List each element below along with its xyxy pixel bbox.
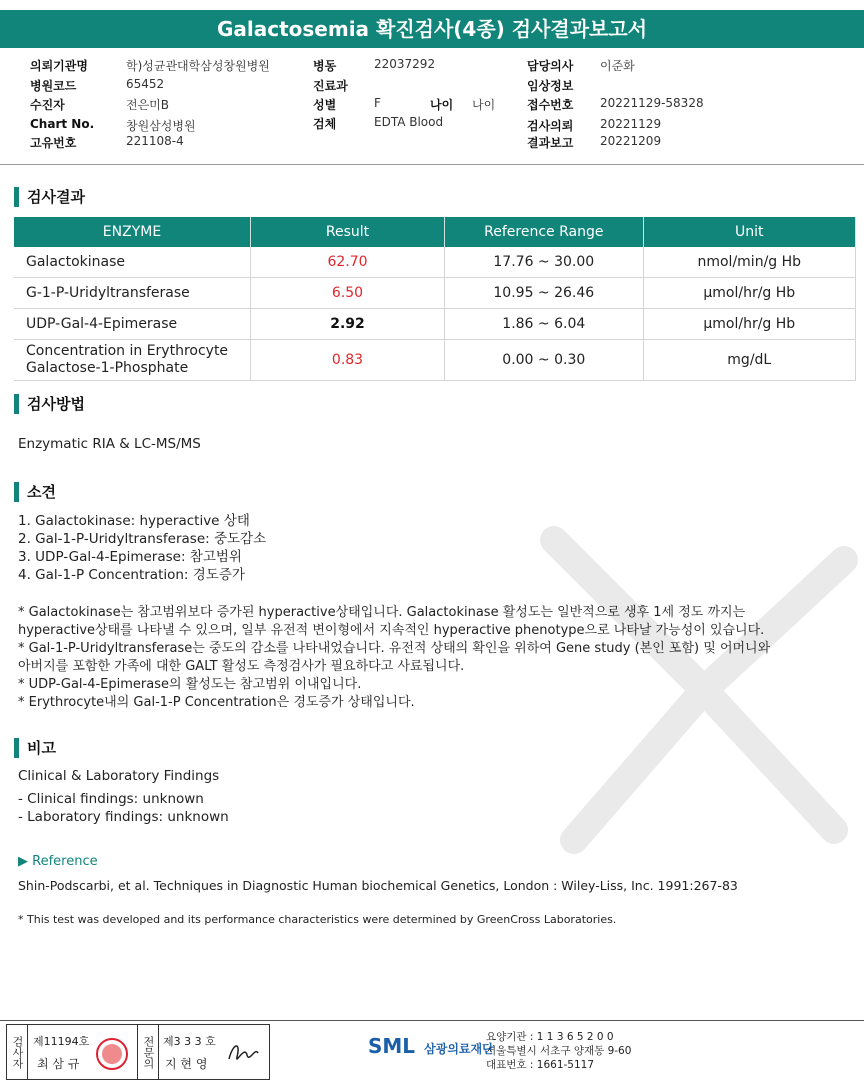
unit-cell: mg/dL [643, 340, 855, 381]
org-info [486, 1030, 631, 1072]
note-line: * UDP-Gal-4-Epimerase의 활성도는 참고범위 이내입니다. [18, 677, 362, 692]
note-line: hyperactive상태를 나타낼 수 있으며, 일부 유전적 변이형에서 지속적인 hyperactive phenotype으로 나타날 가능성이 있습니다. [18, 623, 765, 638]
note-line: 아버지를 포함한 가족에 대한 GALT 활성도 측정검사가 필요하다고 사료됩니다. [18, 659, 465, 674]
info-value: 창원삼성병원 [126, 119, 196, 133]
range-cell: 10.95 ~ 26.46 [445, 278, 644, 309]
enzyme-cell: UDP-Gal-4-Epimerase [14, 309, 250, 340]
signature-box [6, 1024, 270, 1080]
col-header: ENZYME [14, 217, 250, 247]
info-value: 20221209 [600, 134, 662, 148]
findings-list [18, 512, 266, 584]
approver-label: 전문의 [137, 1025, 159, 1079]
divider [0, 164, 864, 165]
info-label: 고유번호 [30, 136, 77, 150]
list-item: 3. UDP-Gal-4-Epimerase: 참고범위 [18, 549, 242, 565]
info-label: 병동 [313, 59, 337, 73]
result-cell: 2.92 [250, 309, 444, 340]
org-address: 서울특별시 서초구 양재동 9-60 [486, 1045, 632, 1057]
section-findings-title: 소견 [14, 482, 56, 502]
info-label: 수진자 [30, 98, 65, 112]
info-label: 검체 [313, 117, 337, 131]
info-value: 학)성균관대학삼성창원병원 [126, 59, 270, 73]
list-item: 2. Gal-1-P-Uridyltransferase: 중도감소 [18, 531, 267, 547]
list-item: 4. Gal-1-P Concentration: 경도증가 [18, 567, 245, 583]
reference-text: Shin-Podscarbi, et al. Techniques in Diagnostic Human biochemical Genetics, London : Wiley-Liss, Inc. 1991:267-83 [18, 878, 738, 893]
remarks-list [18, 790, 229, 826]
org-name: 삼광의료재단 [424, 1042, 494, 1056]
unit-cell: μmol/hr/g Hb [643, 278, 855, 309]
enzyme-cell: Galactokinase [14, 247, 250, 278]
info-value: EDTA Blood [374, 115, 444, 129]
unit-cell: μmol/hr/g Hb [643, 309, 855, 340]
tester-no: 제11194호 [33, 1035, 90, 1048]
info-value: F [374, 96, 381, 110]
info-value: 이준화 [600, 59, 635, 73]
info-value: 65452 [126, 77, 165, 91]
list-item: - Clinical findings: unknown [18, 791, 204, 807]
info-label: 병원코드 [30, 79, 77, 93]
table-row [14, 340, 856, 381]
info-value: 22037292 [374, 57, 436, 71]
section-results-title: 검사결과 [14, 187, 85, 207]
method-text: Enzymatic RIA & LC-MS/MS [18, 436, 201, 452]
org-code: 요양기관 : 1 1 3 6 5 2 0 0 [486, 1031, 614, 1043]
age-label: 나이 [430, 98, 454, 112]
remarks-title: Clinical & Laboratory Findings [18, 768, 220, 784]
signature-icon [225, 1035, 261, 1069]
info-value: 221108-4 [126, 134, 184, 148]
reference-label: ▶ Reference [18, 854, 98, 869]
org-logo [368, 1034, 494, 1058]
info-label: 진료과 [313, 79, 348, 93]
age-value: 나이 [472, 98, 496, 112]
list-item: 1. Galactokinase: hyperactive 상태 [18, 513, 250, 529]
results-table [14, 217, 856, 381]
disclaimer-text: * This test was developed and its performance characteristics were determined by GreenCross Laboratories. [18, 913, 617, 926]
footer-rule [0, 1020, 864, 1021]
tester-name: 최 삼 규 [37, 1057, 80, 1071]
enzyme-line-1: Concentration in Erythrocyte [26, 343, 229, 359]
note-line: * Galactokinase는 참고범위보다 증가된 hyperactive상태입니다. Galactokinase 활성도는 일반적으로 생후 1세 정도 까지는 [18, 605, 746, 620]
patient-info [0, 54, 864, 164]
section-method-title: 검사방법 [14, 394, 85, 414]
info-label: 검사의뢰 [527, 119, 574, 133]
unit-cell: nmol/min/g Hb [643, 247, 855, 278]
table-row [14, 309, 856, 340]
info-label: 담당의사 [527, 59, 574, 73]
col-header: Unit [643, 217, 855, 247]
table-row [14, 278, 856, 309]
info-label: 성별 [313, 98, 337, 112]
seal-stamp-icon [95, 1037, 129, 1071]
logo-text: SML [368, 1034, 416, 1058]
col-header: Reference Range [445, 217, 644, 247]
enzyme-cell: G-1-P-Uridyltransferase [14, 278, 250, 309]
info-label: 접수번호 [527, 98, 574, 112]
info-value: 20221129-58328 [600, 96, 704, 110]
range-cell: 1.86 ~ 6.04 [445, 309, 644, 340]
tester-label: 검사자 [7, 1025, 28, 1079]
result-cell: 62.70 [250, 247, 444, 278]
info-label: Chart No. [30, 117, 95, 131]
note-line: * Erythrocyte내의 Gal-1-P Concentration은 경도증가 상태입니다. [18, 695, 415, 710]
result-cell: 0.83 [250, 340, 444, 381]
findings-notes [18, 604, 770, 712]
enzyme-cell [14, 340, 250, 381]
report-title: Galactosemia 확진검사(4종) 검사결과보고서 [0, 10, 864, 48]
section-remarks-title: 비고 [14, 738, 56, 758]
info-label: 임상정보 [527, 79, 574, 93]
info-label: 결과보고 [527, 136, 574, 150]
result-cell: 6.50 [250, 278, 444, 309]
approver-name: 지 현 영 [165, 1057, 208, 1071]
table-row [14, 247, 856, 278]
info-value: 전은미B [126, 98, 170, 112]
approver-no: 제3 3 3 호 [163, 1035, 216, 1048]
note-line: * Gal-1-P-Uridyltransferase는 중도의 감소를 나타내었습니다. 유전적 상태의 확인을 위하여 Gene study (본인 포함) 및 어머니와 [18, 641, 771, 656]
range-cell: 0.00 ~ 0.30 [445, 340, 644, 381]
range-cell: 17.76 ~ 30.00 [445, 247, 644, 278]
col-header: Result [250, 217, 444, 247]
enzyme-line-2: Galactose-1-Phosphate [26, 360, 189, 376]
info-value: 20221129 [600, 117, 662, 131]
org-phone: 대표번호 : 1661-5117 [486, 1059, 595, 1071]
info-label: 의뢰기관명 [30, 59, 88, 73]
list-item: - Laboratory findings: unknown [18, 809, 229, 825]
footer [0, 1020, 864, 1088]
